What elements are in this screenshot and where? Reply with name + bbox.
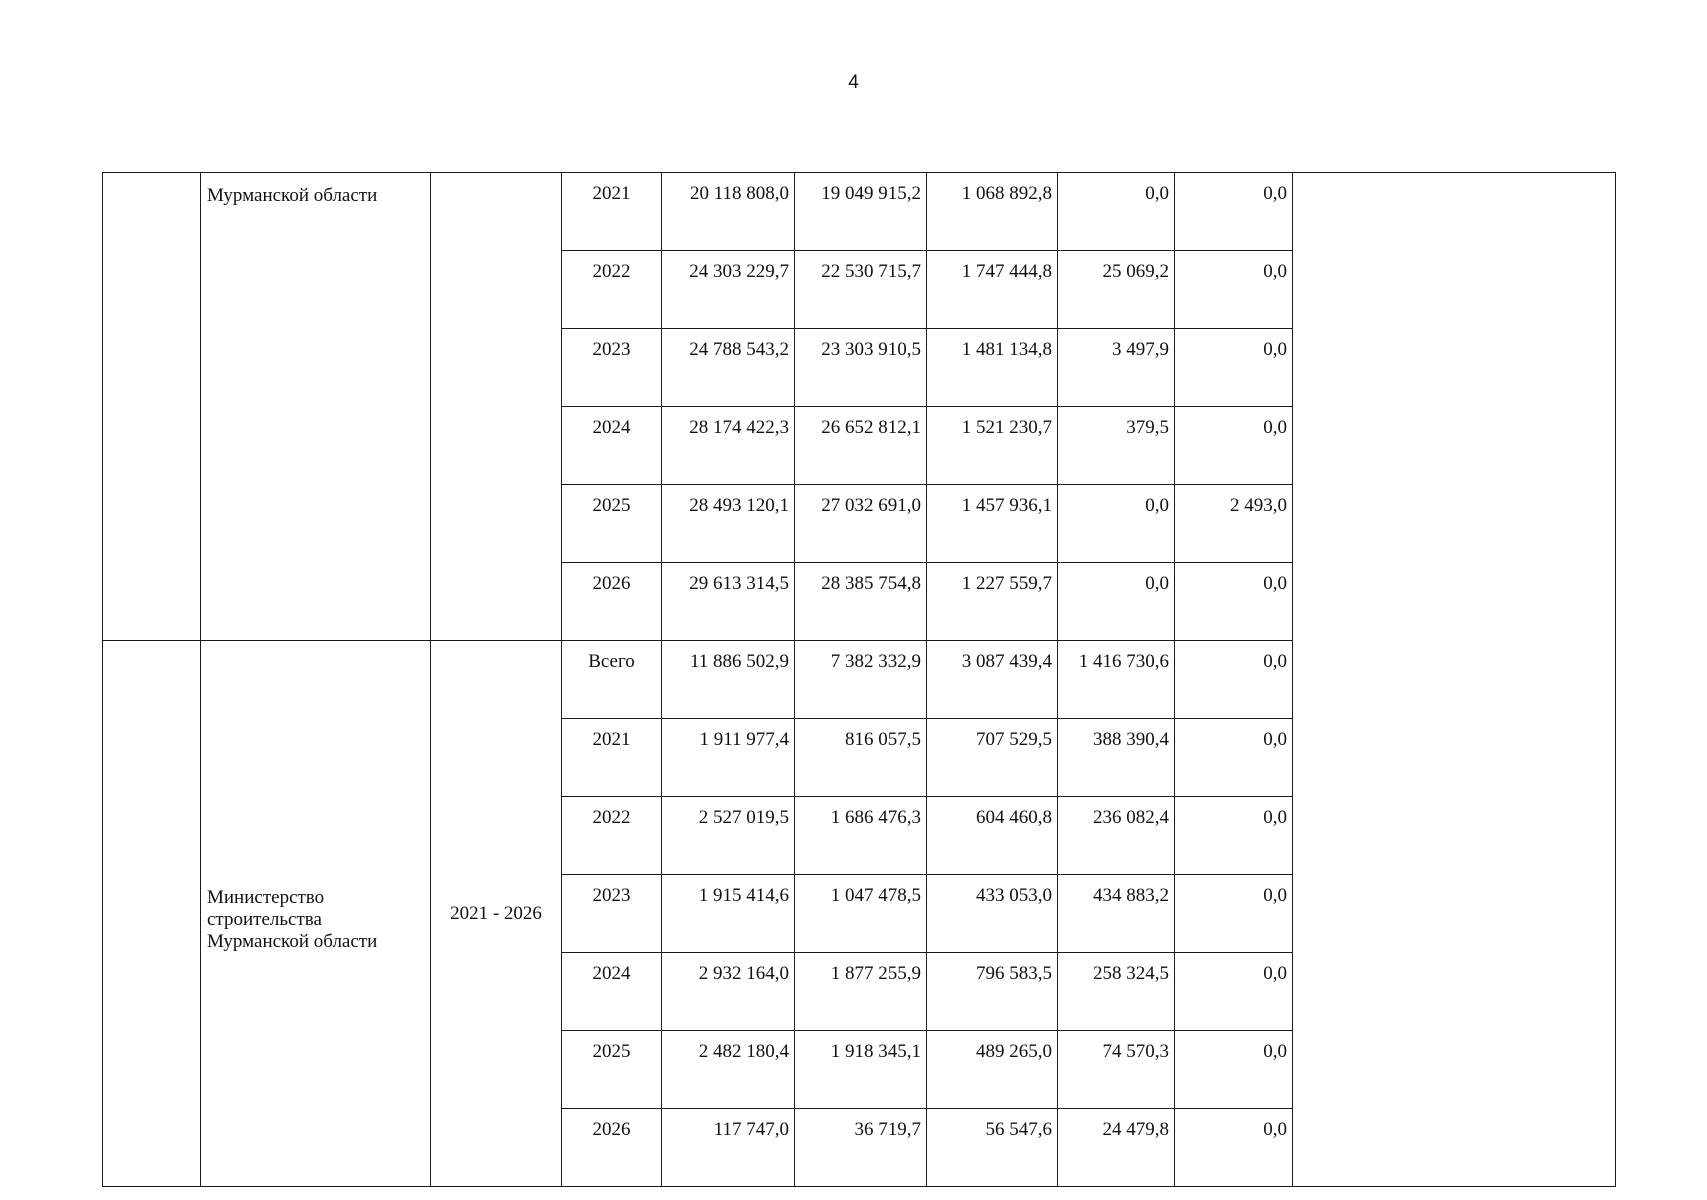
amount-cell: 56 547,6	[927, 1109, 1058, 1187]
year-cell: 2024	[562, 407, 662, 485]
amount-cell: 2 482 180,4	[662, 1031, 795, 1109]
amount-cell: 0,0	[1175, 251, 1293, 329]
amount-cell: 1 047 478,5	[795, 875, 927, 953]
amount-cell: 24 479,8	[1058, 1109, 1175, 1187]
amount-cell: 1 747 444,8	[927, 251, 1058, 329]
year-cell: 2025	[562, 1031, 662, 1109]
amount-cell: 1 911 977,4	[662, 719, 795, 797]
amount-cell: 0,0	[1058, 485, 1175, 563]
amount-cell: 1 877 255,9	[795, 953, 927, 1031]
amount-cell: 1 068 892,8	[927, 173, 1058, 251]
amount-cell: 1 481 134,8	[927, 329, 1058, 407]
amount-cell: 258 324,5	[1058, 953, 1175, 1031]
amount-cell: 236 082,4	[1058, 797, 1175, 875]
amount-cell: 816 057,5	[795, 719, 927, 797]
amount-cell: 1 416 730,6	[1058, 641, 1175, 719]
year-cell: 2024	[562, 953, 662, 1031]
amount-cell: 489 265,0	[927, 1031, 1058, 1109]
year-cell: 2026	[562, 1109, 662, 1187]
amount-cell: 25 069,2	[1058, 251, 1175, 329]
amount-cell: 19 049 915,2	[795, 173, 927, 251]
amount-cell: 0,0	[1175, 953, 1293, 1031]
amount-cell: 20 118 808,0	[662, 173, 795, 251]
amount-cell: 28 385 754,8	[795, 563, 927, 641]
amount-cell: 24 788 543,2	[662, 329, 795, 407]
amount-cell: 0,0	[1175, 641, 1293, 719]
amount-cell: 1 457 936,1	[927, 485, 1058, 563]
number-cell	[103, 641, 201, 1187]
responsible-org-cell	[201, 173, 431, 641]
year-cell: 2026	[562, 563, 662, 641]
amount-cell: 1 918 345,1	[795, 1031, 927, 1109]
amount-cell: 3 087 439,4	[927, 641, 1058, 719]
amount-cell: 11 886 502,9	[662, 641, 795, 719]
year-cell: Всего	[562, 641, 662, 719]
amount-cell: 2 493,0	[1175, 485, 1293, 563]
amount-cell: 2 527 019,5	[662, 797, 795, 875]
amount-cell: 0,0	[1175, 563, 1293, 641]
year-cell: 2022	[562, 797, 662, 875]
amount-cell: 604 460,8	[927, 797, 1058, 875]
amount-cell: 0,0	[1175, 173, 1293, 251]
amount-cell: 3 497,9	[1058, 329, 1175, 407]
year-cell: 2025	[562, 485, 662, 563]
amount-cell: 0,0	[1058, 173, 1175, 251]
amount-cell: 0,0	[1175, 329, 1293, 407]
amount-cell: 22 530 715,7	[795, 251, 927, 329]
amount-cell: 36 719,7	[795, 1109, 927, 1187]
amount-cell: 796 583,5	[927, 953, 1058, 1031]
page-number: 4	[848, 72, 859, 93]
amount-cell: 28 493 120,1	[662, 485, 795, 563]
year-cell: 2022	[562, 251, 662, 329]
amount-cell: 707 529,5	[927, 719, 1058, 797]
amount-cell: 2 932 164,0	[662, 953, 795, 1031]
amount-cell: 1 227 559,7	[927, 563, 1058, 641]
table-body	[103, 173, 1616, 1187]
year-cell: 2021	[562, 719, 662, 797]
notes-cell	[1293, 173, 1616, 1187]
amount-cell: 1 915 414,6	[662, 875, 795, 953]
responsible-org-cell	[201, 641, 431, 1187]
amount-cell: 0,0	[1058, 563, 1175, 641]
amount-cell: 0,0	[1175, 1109, 1293, 1187]
period-cell: 2021 - 2026	[431, 641, 562, 1187]
amount-cell: 23 303 910,5	[795, 329, 927, 407]
amount-cell: 0,0	[1175, 719, 1293, 797]
amount-cell: 24 303 229,7	[662, 251, 795, 329]
responsible-org-name: Министерство строительства Мурманской области	[207, 886, 378, 952]
amount-cell: 28 174 422,3	[662, 407, 795, 485]
amount-cell: 433 053,0	[927, 875, 1058, 953]
amount-cell: 26 652 812,1	[795, 407, 927, 485]
period-cell	[431, 173, 562, 641]
amount-cell: 0,0	[1175, 1031, 1293, 1109]
table-row	[103, 173, 1616, 251]
amount-cell: 74 570,3	[1058, 1031, 1175, 1109]
year-cell: 2023	[562, 875, 662, 953]
amount-cell: 1 521 230,7	[927, 407, 1058, 485]
amount-cell: 1 686 476,3	[795, 797, 927, 875]
amount-cell: 388 390,4	[1058, 719, 1175, 797]
number-cell	[103, 173, 201, 641]
amount-cell: 29 613 314,5	[662, 563, 795, 641]
year-cell: 2023	[562, 329, 662, 407]
amount-cell: 117 747,0	[662, 1109, 795, 1187]
amount-cell: 0,0	[1175, 875, 1293, 953]
financing-table	[102, 172, 1616, 1187]
amount-cell: 27 032 691,0	[795, 485, 927, 563]
amount-cell: 0,0	[1175, 407, 1293, 485]
amount-cell: 434 883,2	[1058, 875, 1175, 953]
responsible-org-name: Мурманской области	[207, 185, 378, 206]
amount-cell: 0,0	[1175, 797, 1293, 875]
amount-cell: 379,5	[1058, 407, 1175, 485]
amount-cell: 7 382 332,9	[795, 641, 927, 719]
year-cell: 2021	[562, 173, 662, 251]
